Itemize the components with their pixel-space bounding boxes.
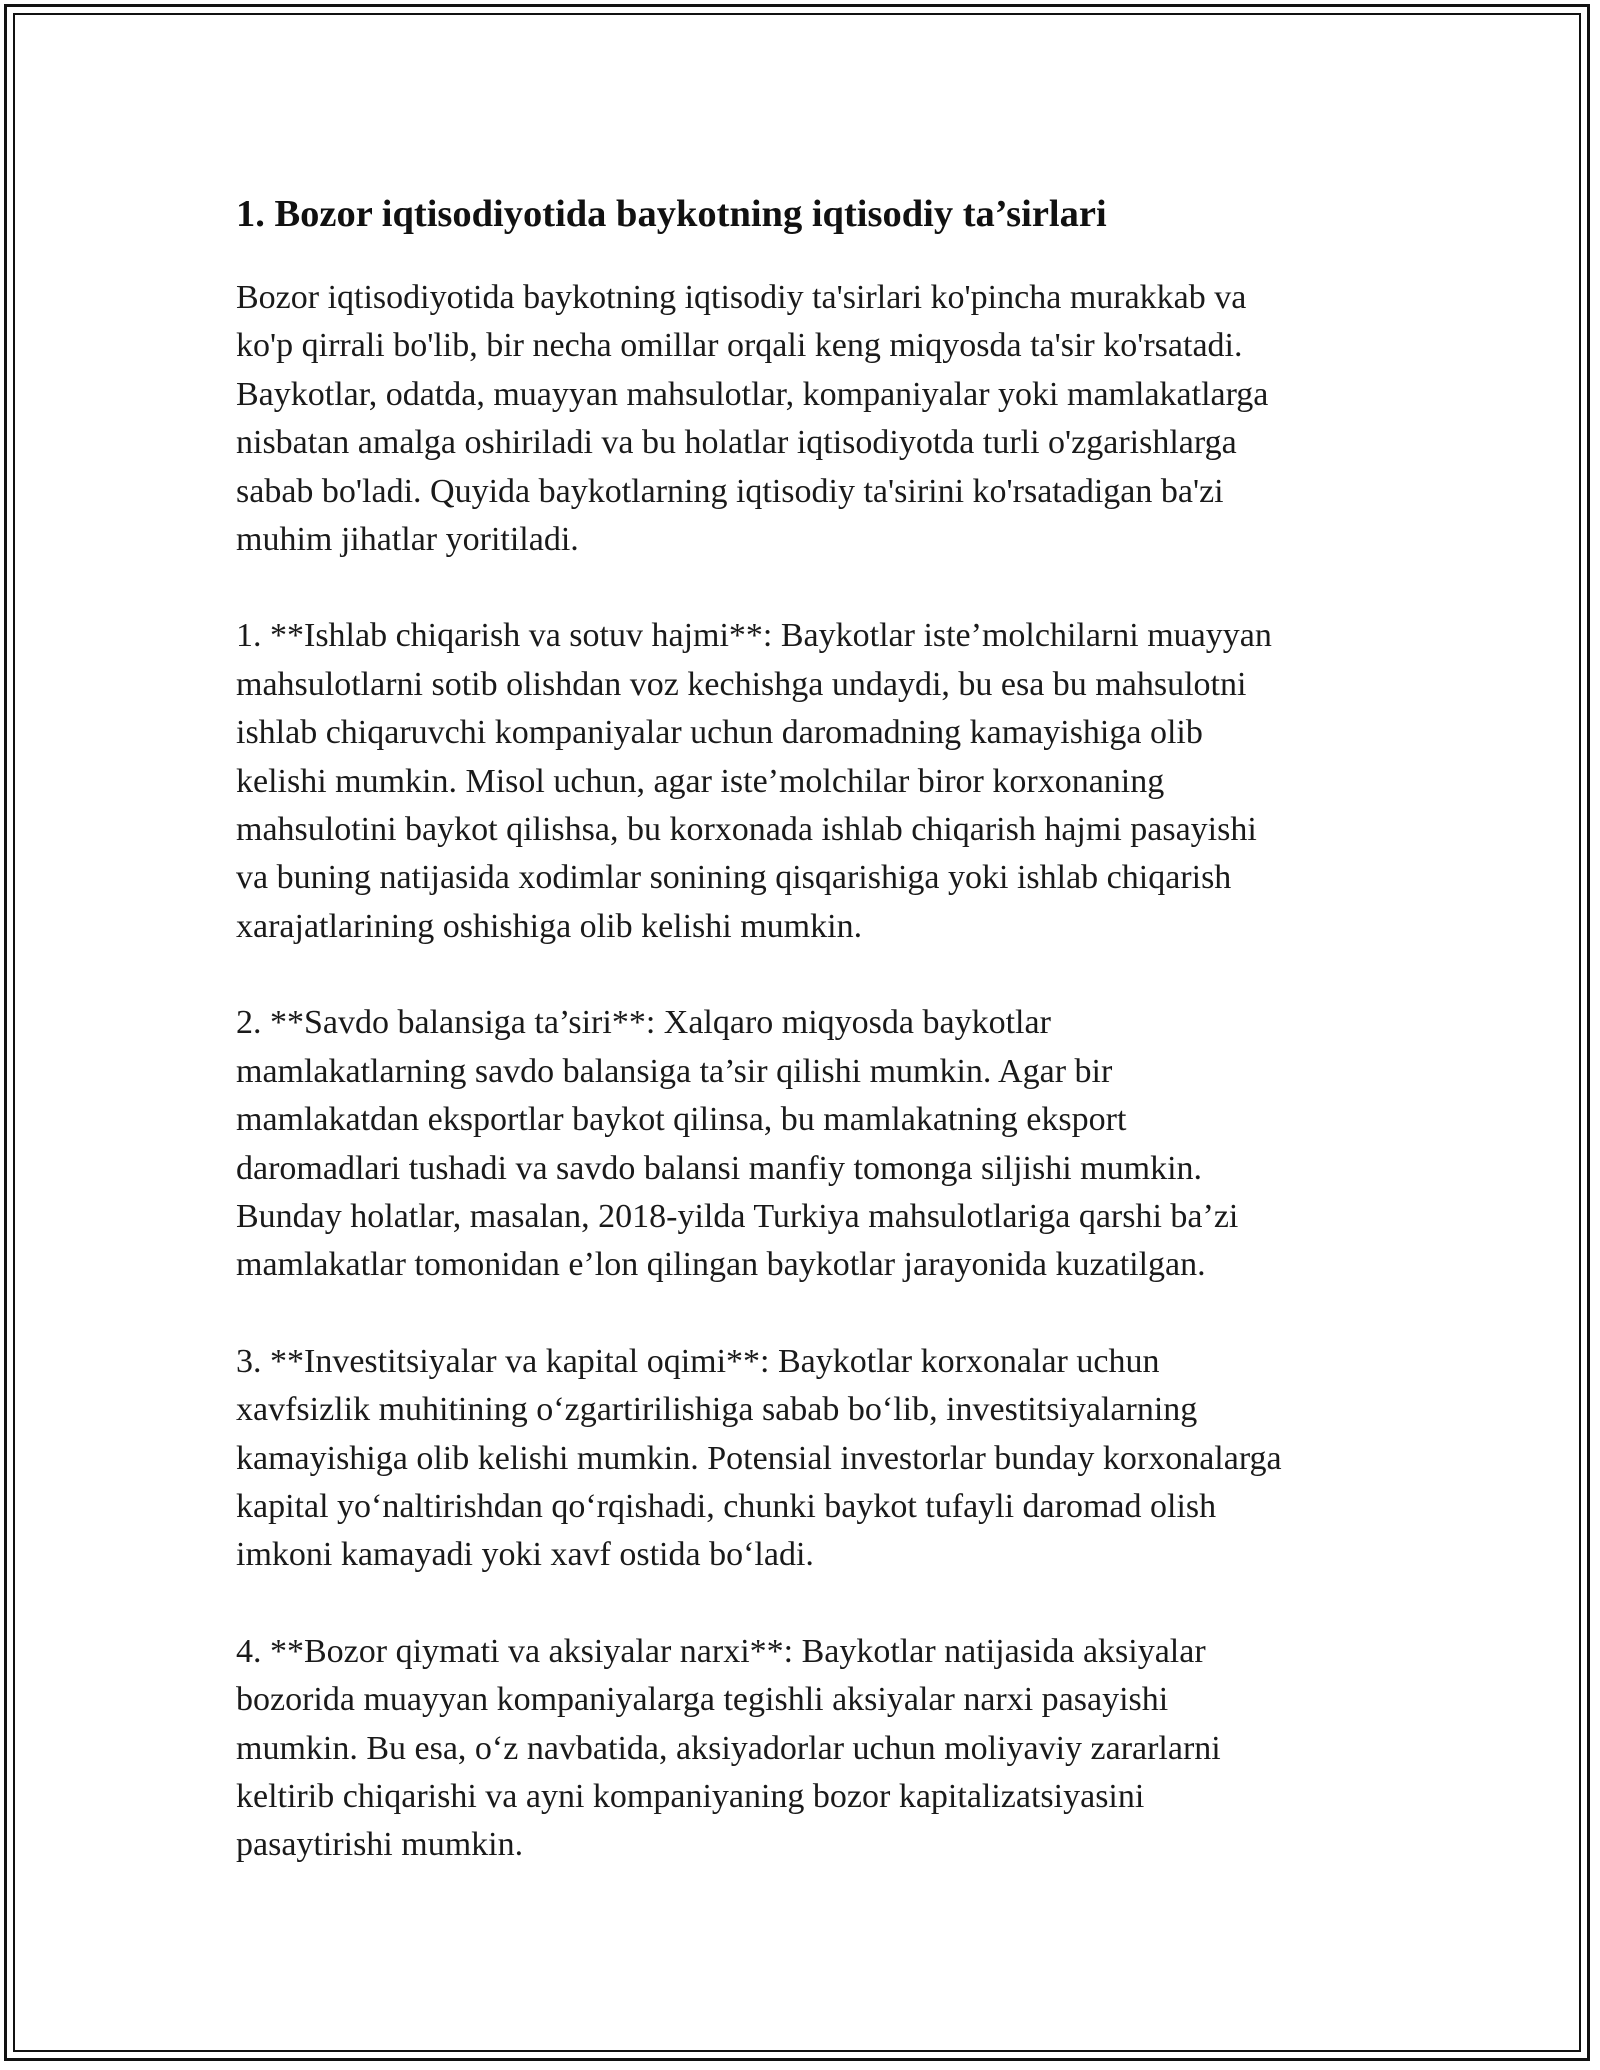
document-body	[236, 186, 1372, 1918]
intro-paragraph: Bozor iqtisodiyotida baykotning iqtisodiy ta'sirlari ko'pincha murakkab va ko'p qirrali bo'lib, bir necha omillar orqali keng miqyosda ta'sir ko'rsatadi. Baykotlar, odatda, muayyan mahsulotlar, kompaniyalar yoki mamlakatlarga nisbatan amalga oshiriladi va bu holatlar iqtisodiyotda turli o'zgarishlarga sabab bo'ladi. Quyida baykotlarning iqtisodiy ta'sirini ko'rsatadigan ba'zi muhim jihatlar yoritiladi.	[236, 279, 1269, 559]
point-4-market-value-shares: 4. **Bozor qiymati va aksiyalar narxi**: Baykotlar natijasida aksiyalar bozorida muayyan kompaniyalarga tegishli aksiyalar narxi pasayishi mumkin. Bu esa, o‘z navbatida, aksiyadorlar uchun moliyaviy zararlarni keltirib chiqarishi va ayni kompaniyaning bozor kapitalizatsiyasini pasaytirishi mumkin.	[236, 1632, 1221, 1864]
section-title: 1. Bozor iqtisodiyotida baykotning iqtisodiy ta’sirlari	[236, 193, 1107, 235]
point-1-production-sales: 1. **Ishlab chiqarish va sotuv hajmi**: Baykotlar iste’molchilarni muayyan mahsulotlarni sotib olishdan voz kechishga undaydi, bu esa bu mahsulotni ishlab chiqaruvchi kompaniyalar uchun daromadning kamayishiga olib kelishi mumkin. Misol uchun, agar iste’molchilar biror korxonaning mahsulotini baykot qilishsa, bu korxonada ishlab chiqarish hajmi pasayishi va buning natijasida xodimlar sonining qisqarishiga yoki ishlab chiqarish xarajatlarining oshishiga olib kelishi mumkin.	[236, 617, 1272, 945]
point-2-trade-balance: 2. **Savdo balansiga ta’siri**: Xalqaro miqyosda baykotlar mamlakatlarning savdo balansiga ta’sir qilishi mumkin. Agar bir mamlakatdan eksportlar baykot qilinsa, bu mamlakatning eksport daromadlari tushadi va savdo balansi manfiy tomonga siljishi mumkin. Bunday holatlar, masalan, 2018-yilda Turkiya mahsulotlariga qarshi ba’zi mamlakatlar tomonidan e’lon qilingan baykotlar jarayonida kuzatilgan.	[236, 1004, 1239, 1284]
point-3-investment-capital: 3. **Investitsiyalar va kapital oqimi**: Baykotlar korxonalar uchun xavfsizlik muhitining o‘zgartirilishiga sabab bo‘lib, investitsiyalarning kamayishiga olib kelishi mumkin. Potensial investorlar bunday korxonalarga kapital yo‘naltirishdan qo‘rqishadi, chunki baykot tufayli daromad olish imkoni kamayadi yoki xavf ostida bo‘ladi.	[236, 1342, 1282, 1574]
